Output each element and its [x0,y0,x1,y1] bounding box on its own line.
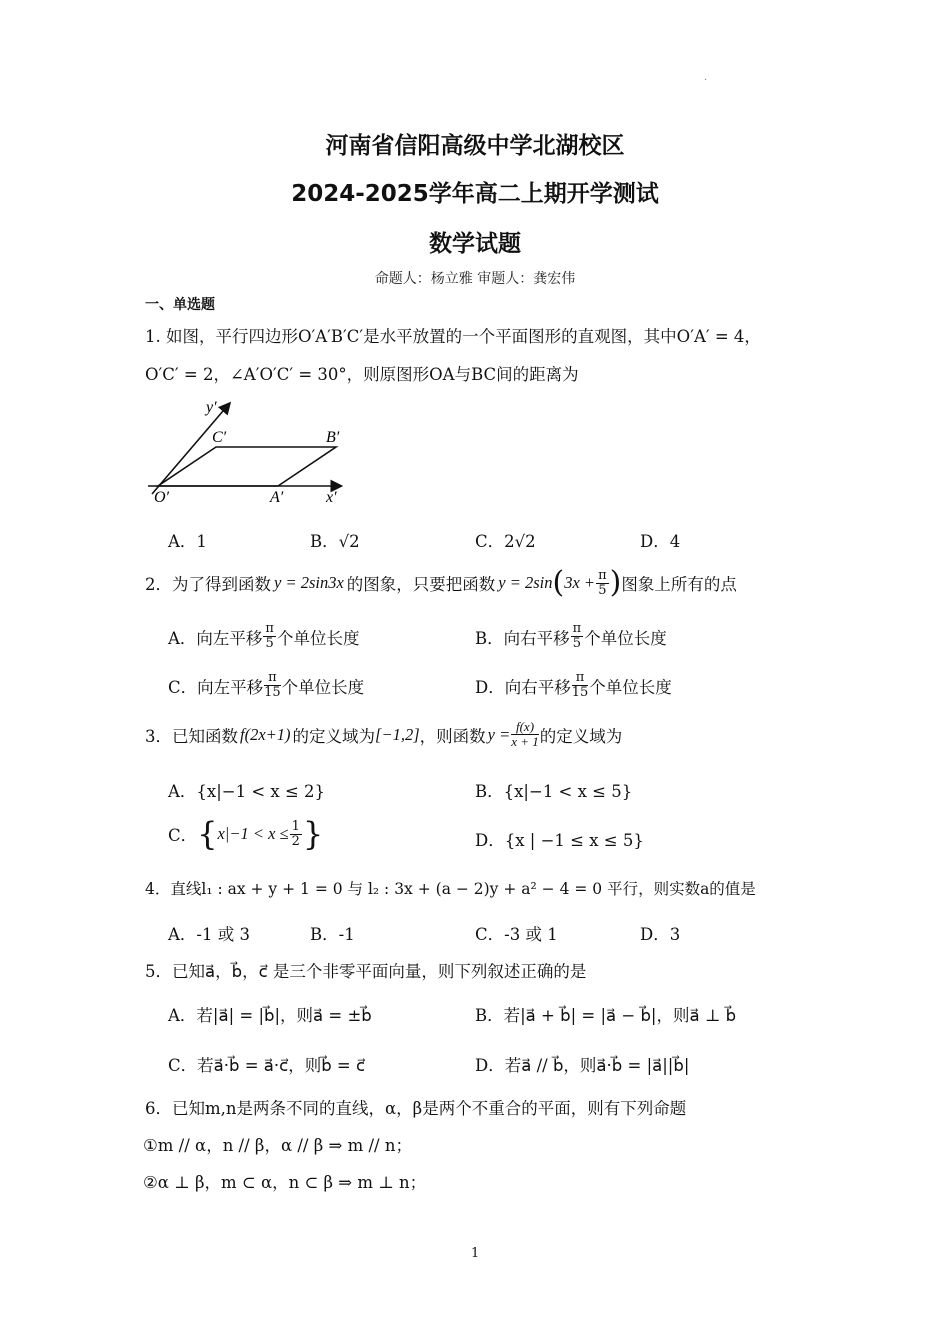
q2-option-a-text: A．向左平移 [168,628,263,648]
q5-stem: 5．已知a⃗，b⃗，c⃗ 是三个非零平面向量，则下列叙述正确的是 [145,962,587,981]
q2-option-d-unit: 个单位长度 [589,677,672,697]
q2-option-b-frac [571,622,584,651]
q5-option-d: D．若a⃗ // b⃗，则a⃗·b⃗ = |a⃗||b⃗| [475,1056,690,1075]
frac-num: π [572,671,589,686]
q2-stem [145,565,737,600]
page-number: 1 [471,1246,480,1261]
y-axis [152,404,229,494]
q6-proposition-2: ②α ⊥ β，m ⊂ α，n ⊂ β ⇒ m ⊥ n； [143,1173,427,1192]
frac-den: 5 [572,636,582,651]
frac-den: 15 [264,685,281,700]
label-o: O′ [154,489,170,506]
frac-num: f(x) [511,720,539,735]
q2-paren-right: ) [609,565,622,600]
q5-option-a: A．若|a⃗| = |b⃗|，则a⃗ = ±b⃗ [168,1006,372,1025]
corner-mark: . [704,72,708,83]
q1-figure [140,394,360,509]
q1-stem-line2: O′C′ = 2，∠A′O′C′ = 30°，则原图形OA与BC间的距离为 [145,365,579,384]
q3-option-a: A．{x|−1 < x ≤ 2} [168,782,326,801]
q2-option-d-frac [572,671,589,700]
q3-frac [511,720,539,749]
q1-option-b: B．√2 [310,532,360,551]
q3-brace-left: { [197,815,218,853]
section-heading: 一、单选题 [145,297,215,313]
label-y: y′ [206,399,217,416]
q2-option-b-unit: 个单位长度 [584,628,667,648]
q2-option-d-text: D．向右平移 [475,677,571,697]
q2-stem-c: 图象上所有的点 [621,575,737,594]
q2-option-c-text: C．向左平移 [168,677,264,697]
q6-proposition-1: ①m // α，n // β，α // β ⇒ m // n； [143,1136,412,1155]
q4-option-d: D．3 [640,925,681,944]
frac-den: 15 [571,685,589,700]
q2-stem-a: 2．为了得到函数 [145,575,271,594]
label-a: A′ [270,489,284,506]
frac-den: 5 [265,636,274,651]
q2-pi: π [598,567,607,583]
label-c: C′ [212,429,227,446]
q2-func-2: y = 2sin [498,573,553,592]
q1-stem-line1: 1. 如图，平行四边形O′A′B′C′是水平放置的一个平面图形的直观图，其中O′A′ = 4， [145,327,761,346]
q2-stem-b: 的图象，只要把函数 [346,575,496,594]
q2-five: 5 [598,582,607,598]
q2-option-b-text: B．向右平移 [475,628,570,648]
school-title: 河南省信阳高级中学北湖校区 [325,133,625,159]
label-x: x′ [326,489,337,506]
frac-num: 1 [291,818,300,834]
q3-option-c-set: x|−1 < x ≤ [217,824,289,843]
q1-option-a: A．1 [168,532,207,551]
frac-den: 2 [291,833,300,849]
q2-option-c [168,671,364,700]
q2-option-a-frac [263,622,276,651]
q2-option-a [168,622,359,651]
q3-brace-right: } [302,815,324,853]
q3-stem-b: 的定义域为 [292,726,376,746]
q3-stem-d: 的定义域为 [539,726,623,746]
q3-option-c [168,815,324,853]
q2-option-c-unit: 个单位长度 [281,677,365,697]
q2-option-d [475,671,672,700]
frac-den: x + 1 [511,734,539,749]
q4-option-c: C．-3 或 1 [475,925,558,944]
q6-stem: 6．已知m,n是两条不同的直线，α，β是两个不重合的平面，则有下列命题 [145,1099,687,1118]
q4-option-a: A．-1 或 3 [168,925,250,944]
q2-option-c-frac [264,671,281,700]
q2-pi-over-5 [596,569,609,598]
exam-title: 2024-2025学年高二上期开学测试 [291,181,659,207]
q4-stem: 4．直线l₁ : ax + y + 1 = 0 与 l₂ : 3x + (a − 2)y + a² − 4 = 0 平行，则实数a的值是 [145,880,756,898]
parallelogram [158,447,336,486]
authors-line: 命题人：杨立雅 审题人：龚宏伟 [374,271,576,287]
q5-option-c: C．若a⃗·b⃗ = a⃗·c⃗，则b⃗ = c⃗ [168,1056,366,1075]
q2-func-1: y = 2sin3x [274,573,344,592]
q3-stem-a: 3．已知函数 [145,726,238,746]
q2-option-a-unit: 个单位长度 [276,628,360,648]
q3-option-d: D．{x | −1 ≤ x ≤ 5} [475,831,644,850]
q3-func: f(2x+1) [240,724,291,744]
q2-paren-left: ( [552,565,565,600]
q3-option-b: B．{x|−1 < x ≤ 5} [475,782,633,801]
subject-title: 数学试题 [429,231,521,257]
q4-option-b: B．-1 [310,925,355,944]
q2-option-b [475,622,667,651]
q1-option-d: D．4 [640,532,681,551]
q3-option-c-frac [290,820,302,849]
q2-func-2-arg: 3x + [564,573,596,592]
frac-num: π [265,621,274,636]
q3-stem-c: ，则函数 [419,726,486,746]
label-b: B′ [326,429,340,446]
q3-option-c-label: C． [168,826,198,845]
q5-option-b: B．若|a⃗ + b⃗| = |a⃗ − b⃗|，则a⃗ ⊥ b⃗ [475,1006,737,1025]
frac-num: π [572,621,582,636]
q1-option-c: C．2√2 [475,532,536,551]
frac-num: π [264,671,281,686]
q3-stem [145,720,622,749]
q3-domain: [−1,2] [375,724,420,744]
q3-y: y = [487,724,511,744]
